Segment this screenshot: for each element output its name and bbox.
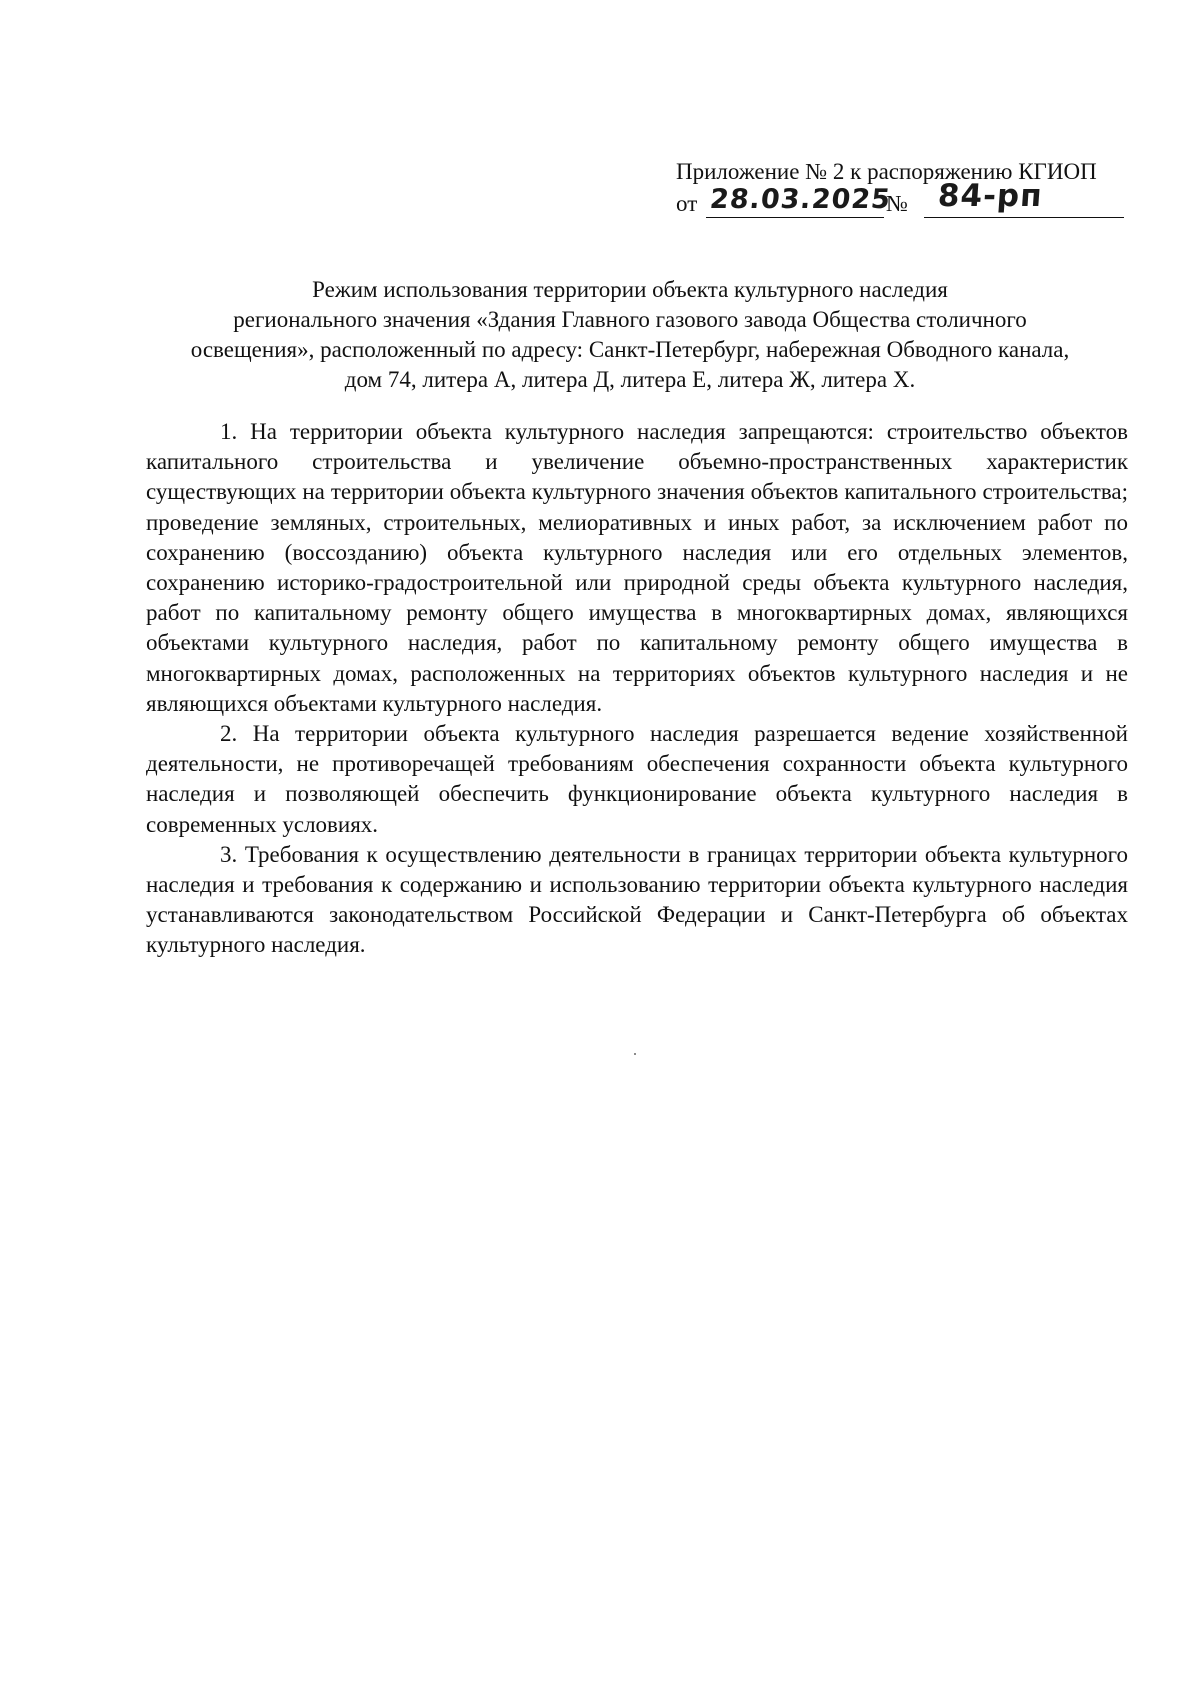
appendix-title: Приложение № 2 к распоряжению КГИОП — [676, 159, 1097, 184]
title-line-3: освещения», расположенный по адресу: Санкт-Петербург, набережная Обводного канала, — [190, 337, 1070, 362]
appendix-header — [676, 157, 1126, 221]
handwritten-date: 28.03.2025 — [708, 184, 893, 215]
appendix-date-number-line — [676, 178, 1126, 221]
scan-speck — [634, 1053, 636, 1055]
document-body — [146, 417, 1128, 961]
paragraph-1: 1. На территории объекта культурного наследия запрещаются: строительство объектов капитального строительства и увеличение объемно-пространственных характеристик существующих на территории объекта культурного значения объектов капитального строительства; проведение земляных, строительных, мелиоративных и иных работ, за исключением работ по сохранению (воссозданию) объекта культурного наследия или его отдельных элементов, сохранению историко-градостроительной или природной среды объекта культурного наследия, работ по капитальному ремонту общего имущества в многоквартирных домах, являющихся объектами культурного наследия, работ по капитальному ремонту общего имущества в многоквартирных домах, расположенных на территориях объектов культурного наследия и не являющихся объектами культурного наследия. — [146, 419, 1128, 716]
title-line-1: Режим использования территории объекта культурного наследия — [312, 277, 948, 302]
document-title — [130, 275, 1130, 395]
paragraph-2: 2. На территории объекта культурного наследия разрешается ведение хозяйственной деятельности, не противоречащей требованиям обеспечения сохранности объекта культурного наследия и позволяющей обеспечить функционирование объекта культурного наследия в современных условиях. — [146, 721, 1128, 837]
title-line-2: регионального значения «Здания Главного газового завода Общества столичного — [233, 307, 1027, 332]
paragraph-3: 3. Требования к осуществлению деятельности в границах территории объекта культурного наследия и требования к содержанию и использованию территории объекта культурного наследия устанавливаются законодательством Российской Федерации и Санкт-Петербурга об объектах культурного наследия. — [146, 841, 1128, 958]
title-line-4: дом 74, литера А, литера Д, литера Е, литера Ж, литера Х. — [344, 367, 916, 392]
date-underline — [706, 217, 884, 218]
number-prefix: № — [886, 191, 908, 216]
handwritten-number: 84-рп — [936, 178, 1044, 214]
number-underline — [924, 217, 1124, 218]
date-prefix: от — [676, 191, 698, 216]
